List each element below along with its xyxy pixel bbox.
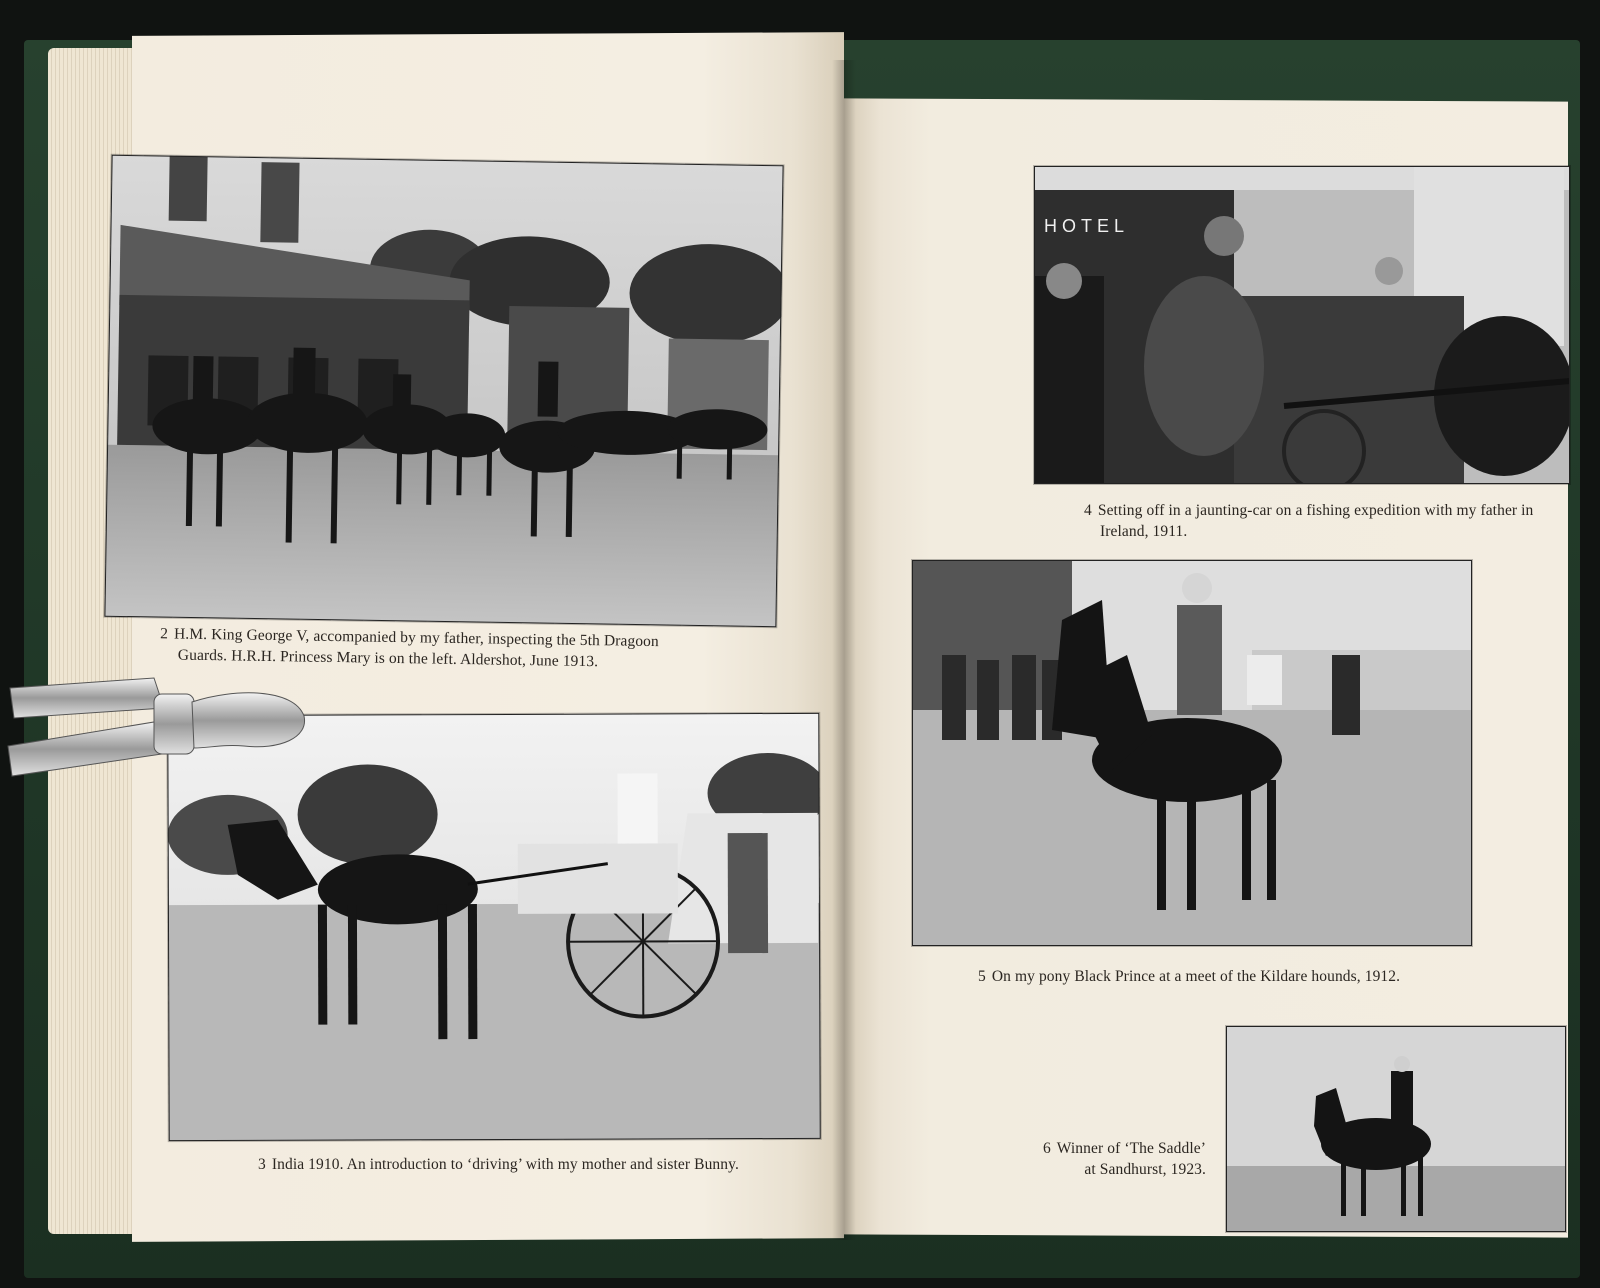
plate-number: 6	[1042, 1140, 1051, 1157]
plate-5-photo	[912, 560, 1472, 946]
caption-line: Guards. H.R.H. Princess Mary is on the left. Aldershot, June 1913.	[177, 646, 599, 671]
caption-line: Setting off in a jaunting-car on a fishing expedition with my father in	[1097, 502, 1534, 519]
plate-number: 4	[1084, 502, 1092, 519]
caption-line: H.M. King George V, accompanied by my father, inspecting the 5th Dragoon	[173, 625, 659, 651]
plate-4-caption	[1084, 500, 1564, 542]
caption-line: Winner of ‘The Saddle’	[1056, 1140, 1206, 1157]
caption-line: Ireland, 1911.	[1100, 523, 1188, 540]
caption-line: On my pony Black Prince at a meet of the Kildare hounds, 1912.	[991, 968, 1401, 985]
book-gutter	[832, 60, 856, 1240]
plate-4-photo	[1034, 166, 1570, 484]
bookmark-clip	[4, 668, 314, 780]
caption-line: India 1910. An introduction to ‘driving’ with my mother and sister Bunny.	[271, 1156, 739, 1173]
plate-3-caption	[258, 1154, 818, 1175]
plate-6-caption	[1036, 1138, 1206, 1180]
hotel-sign: HOTEL	[1044, 216, 1130, 236]
plate-5-caption	[978, 966, 1458, 987]
plate-2-photo	[104, 155, 783, 627]
plate-number: 2	[160, 625, 169, 643]
caption-line: at Sandhurst, 1923.	[1084, 1161, 1206, 1178]
plate-number: 3	[258, 1156, 266, 1173]
plate-number: 5	[978, 968, 986, 985]
plate-6-photo	[1226, 1026, 1566, 1232]
